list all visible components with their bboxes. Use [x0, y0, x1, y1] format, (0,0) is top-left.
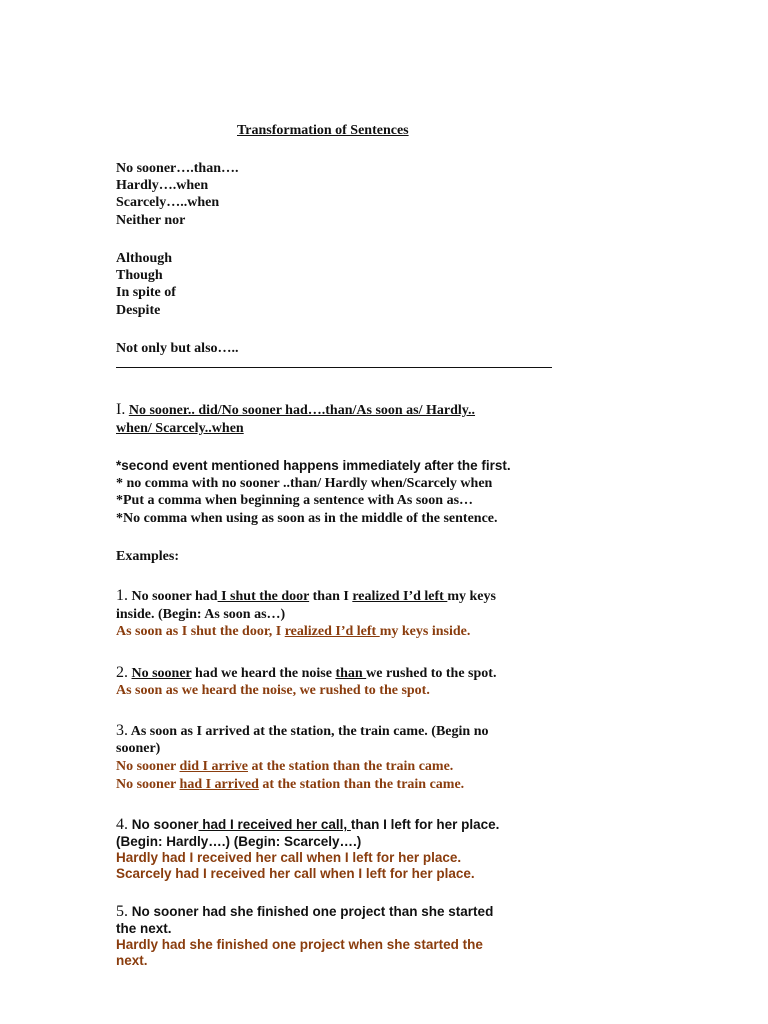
example-number: 4.	[116, 816, 128, 833]
answer-text: at the station than the train came.	[258, 777, 465, 792]
underlined-text: No sooner	[131, 666, 192, 681]
underlined-text: had I arrived	[179, 777, 259, 792]
example-number: 3.	[116, 722, 128, 739]
rule-note: *No comma when using as soon as in the middle of the sentence.	[116, 511, 498, 526]
rule-note: *second event mentioned happens immediately after the first.	[116, 458, 511, 473]
example-3-answer-2	[116, 776, 464, 793]
rule-note: * no comma with no sooner ..than/ Hardly when/Scarcely when	[116, 476, 493, 491]
example-number: 5.	[116, 903, 128, 920]
connective-item: No sooner….than….	[116, 161, 239, 176]
examples-label: Examples:	[116, 549, 179, 564]
question-text: As soon as I arrived at the station, the train came. (Begin no	[128, 724, 489, 739]
example-4-question	[116, 816, 499, 833]
underlined-text: had I received her call,	[198, 817, 351, 832]
connective-item: Hardly….when	[116, 178, 209, 193]
question-text: we rushed to the spot.	[366, 666, 497, 681]
underlined-text: realized I’d left	[352, 589, 448, 604]
answer-text: No sooner	[116, 777, 180, 792]
example-1-answer	[116, 623, 470, 640]
answer-text: my keys inside.	[379, 624, 471, 639]
question-text: my keys	[447, 589, 496, 604]
question-text: No sooner had she finished one project than she started	[128, 904, 494, 919]
example-2-answer: As soon as we heard the noise, we rushed to the spot.	[116, 683, 430, 698]
example-number: 2.	[116, 664, 128, 681]
answer-text: As soon as I shut the door, I	[116, 624, 285, 639]
example-5-answer: Hardly had she finished one project when she started the	[116, 937, 483, 952]
connective-item: Despite	[116, 303, 161, 318]
connective-item: In spite of	[116, 285, 176, 300]
example-5-question	[116, 903, 493, 920]
section-heading-line2: when/ Scarcely..when	[116, 421, 244, 436]
connective-item: Although	[116, 251, 173, 266]
example-1-question	[116, 587, 496, 605]
example-4-answer-1: Hardly had I received her call when I left for her place.	[116, 850, 462, 865]
page-title: Transformation of Sentences	[237, 123, 409, 138]
underlined-text: I shut the door	[217, 589, 310, 604]
rule-note: *Put a comma when beginning a sentence with As soon as…	[116, 493, 474, 508]
example-2-question	[116, 664, 496, 682]
example-4-answer-2: Scarcely had I received her call when I left for her place.	[116, 866, 475, 881]
horizontal-divider	[116, 367, 552, 368]
underlined-text: realized I’d left	[284, 624, 380, 639]
answer-text: at the station than the train came.	[247, 759, 454, 774]
example-1-question-line2: inside. (Begin: As soon as…)	[116, 607, 286, 622]
example-4-question-line2: (Begin: Hardly….) (Begin: Scarcely….)	[116, 834, 362, 849]
connective-item: Scarcely…..when	[116, 195, 220, 210]
connective-item: Though	[116, 268, 163, 283]
connective-item: Neither nor	[116, 213, 186, 228]
section-heading-line1: No sooner.. did/No sooner had….than/As soon as/ Hardly..	[128, 403, 476, 418]
question-text: No sooner	[128, 817, 199, 832]
example-3-question	[116, 722, 489, 740]
underlined-text: than	[335, 666, 367, 681]
underlined-text: did I arrive	[179, 759, 248, 774]
example-5-answer-line2: next.	[116, 953, 148, 968]
section-heading	[116, 401, 475, 419]
example-3-question-line2: sooner)	[116, 741, 161, 756]
section-number: I.	[116, 401, 126, 418]
connective-item: Not only but also…..	[116, 341, 239, 356]
example-3-answer-1	[116, 758, 453, 775]
question-text: than I left for her place.	[350, 817, 500, 832]
answer-text: No sooner	[116, 759, 180, 774]
question-text: No sooner had	[128, 589, 218, 604]
question-text: than I	[309, 589, 353, 604]
example-number: 1.	[116, 587, 128, 604]
example-5-question-line2: the next.	[116, 921, 172, 936]
question-text: had we heard the noise	[191, 666, 336, 681]
